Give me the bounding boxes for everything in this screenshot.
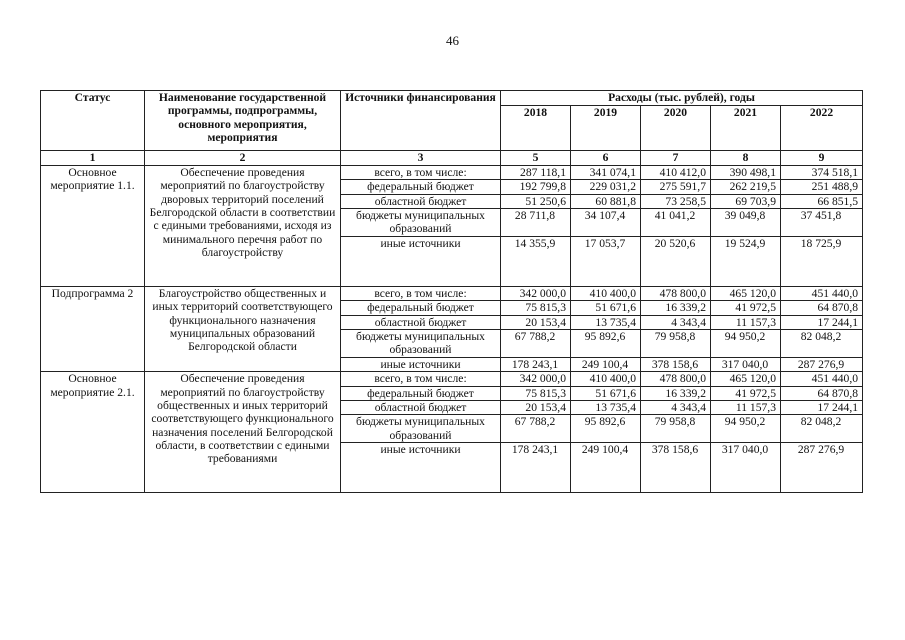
amount-cell: 20 153,4 [501,400,571,414]
funding-source: бюджеты муниципальных образований [341,208,501,236]
amount-cell: 64 870,8 [781,386,863,400]
amount-cell: 317 040,0 [711,443,781,493]
table-row [41,372,863,386]
amount-cell: 75 815,3 [501,301,571,315]
row-name: Обеспечение проведения мероприятий по благоустройству общественных и иных территорий соответствующего функционального назначения поселений Белгородской области, в соответствии с едиными требованиями [145,372,341,493]
row-status: Основное мероприятие 1.1. [41,166,145,287]
funding-table [40,90,863,493]
amount-cell: 478 800,0 [641,372,711,386]
amount-cell: 11 157,3 [711,400,781,414]
row-name: Благоустройство общественных и иных территорий соответствующего функционального назначения муниципальных образований Белгородской области [145,286,341,371]
amount-cell: 41 041,2 [641,208,711,236]
amount-cell: 69 703,9 [711,194,781,208]
amount-cell: 20 153,4 [501,315,571,329]
amount-cell: 4 343,4 [641,400,711,414]
amount-cell: 465 120,0 [711,372,781,386]
amount-cell: 66 851,5 [781,194,863,208]
amount-cell: 39 049,8 [711,208,781,236]
amount-cell: 60 881,8 [571,194,641,208]
amount-cell: 390 498,1 [711,166,781,180]
amount-cell: 14 355,9 [501,236,571,286]
funding-source: бюджеты муниципальных образований [341,329,501,357]
funding-source: областной бюджет [341,315,501,329]
amount-cell: 79 958,8 [641,329,711,357]
amount-cell: 41 972,5 [711,386,781,400]
amount-cell: 51 671,6 [571,386,641,400]
header-name: Наименование государственной программы, подпрограммы, основного мероприятия, мероприятия [145,91,341,151]
table-row [41,166,863,180]
header-sources: Источники финансирования [341,91,501,151]
amount-cell: 378 158,6 [641,357,711,371]
column-number: 3 [341,151,501,166]
header-year: 2022 [781,106,863,151]
amount-cell: 374 518,1 [781,166,863,180]
amount-cell: 16 339,2 [641,301,711,315]
amount-cell: 75 815,3 [501,386,571,400]
amount-cell: 67 788,2 [501,329,571,357]
amount-cell: 342 000,0 [501,372,571,386]
amount-cell: 410 412,0 [641,166,711,180]
header-status: Статус [41,91,145,151]
funding-source: бюджеты муниципальных образований [341,415,501,443]
amount-cell: 287 276,9 [781,357,863,371]
amount-cell: 178 243,1 [501,443,571,493]
amount-cell: 64 870,8 [781,301,863,315]
amount-cell: 11 157,3 [711,315,781,329]
funding-source: федеральный бюджет [341,301,501,315]
header-year: 2019 [571,106,641,151]
amount-cell: 478 800,0 [641,286,711,300]
funding-source: всего, в том числе: [341,286,501,300]
header-expenses: Расходы (тыс. рублей), годы [501,91,863,106]
amount-cell: 19 524,9 [711,236,781,286]
amount-cell: 4 343,4 [641,315,711,329]
amount-cell: 51 671,6 [571,301,641,315]
column-number: 7 [641,151,711,166]
row-name: Обеспечение проведения мероприятий по благоустройству дворовых территорий поселений Белгородской области в соответствии с едиными требованиями, исходя из минимального перечня работ по благоустройству [145,166,341,287]
column-number: 2 [145,151,341,166]
amount-cell: 249 100,4 [571,443,641,493]
amount-cell: 67 788,2 [501,415,571,443]
header-year: 2020 [641,106,711,151]
amount-cell: 94 950,2 [711,329,781,357]
funding-source: иные источники [341,236,501,286]
funding-source: иные источники [341,443,501,493]
amount-cell: 95 892,6 [571,415,641,443]
column-number: 5 [501,151,571,166]
amount-cell: 79 958,8 [641,415,711,443]
funding-source: федеральный бюджет [341,180,501,194]
funding-source: федеральный бюджет [341,386,501,400]
column-number: 8 [711,151,781,166]
amount-cell: 41 972,5 [711,301,781,315]
amount-cell: 465 120,0 [711,286,781,300]
funding-source: областной бюджет [341,400,501,414]
column-number: 6 [571,151,641,166]
header-year: 2018 [501,106,571,151]
amount-cell: 37 451,8 [781,208,863,236]
amount-cell: 451 440,0 [781,372,863,386]
amount-cell: 18 725,9 [781,236,863,286]
amount-cell: 82 048,2 [781,415,863,443]
amount-cell: 51 250,6 [501,194,571,208]
amount-cell: 378 158,6 [641,443,711,493]
amount-cell: 341 074,1 [571,166,641,180]
amount-cell: 94 950,2 [711,415,781,443]
funding-source: всего, в том числе: [341,166,501,180]
column-number: 1 [41,151,145,166]
amount-cell: 192 799,8 [501,180,571,194]
amount-cell: 17 244,1 [781,400,863,414]
amount-cell: 82 048,2 [781,329,863,357]
funding-source: всего, в том числе: [341,372,501,386]
amount-cell: 275 591,7 [641,180,711,194]
row-status: Подпрограмма 2 [41,286,145,371]
amount-cell: 287 118,1 [501,166,571,180]
amount-cell: 410 400,0 [571,286,641,300]
amount-cell: 287 276,9 [781,443,863,493]
amount-cell: 451 440,0 [781,286,863,300]
amount-cell: 16 339,2 [641,386,711,400]
funding-source: областной бюджет [341,194,501,208]
amount-cell: 34 107,4 [571,208,641,236]
funding-source: иные источники [341,357,501,371]
amount-cell: 13 735,4 [571,400,641,414]
amount-cell: 178 243,1 [501,357,571,371]
amount-cell: 20 520,6 [641,236,711,286]
amount-cell: 262 219,5 [711,180,781,194]
amount-cell: 73 258,5 [641,194,711,208]
amount-cell: 13 735,4 [571,315,641,329]
amount-cell: 229 031,2 [571,180,641,194]
row-status: Основное мероприятие 2.1. [41,372,145,493]
column-number-row [41,151,863,166]
amount-cell: 28 711,8 [501,208,571,236]
amount-cell: 251 488,9 [781,180,863,194]
amount-cell: 410 400,0 [571,372,641,386]
page-number: 46 [446,33,459,48]
amount-cell: 249 100,4 [571,357,641,371]
column-number: 9 [781,151,863,166]
amount-cell: 317 040,0 [711,357,781,371]
amount-cell: 17 053,7 [571,236,641,286]
amount-cell: 342 000,0 [501,286,571,300]
amount-cell: 17 244,1 [781,315,863,329]
amount-cell: 95 892,6 [571,329,641,357]
header-year: 2021 [711,106,781,151]
table-row [41,286,863,300]
